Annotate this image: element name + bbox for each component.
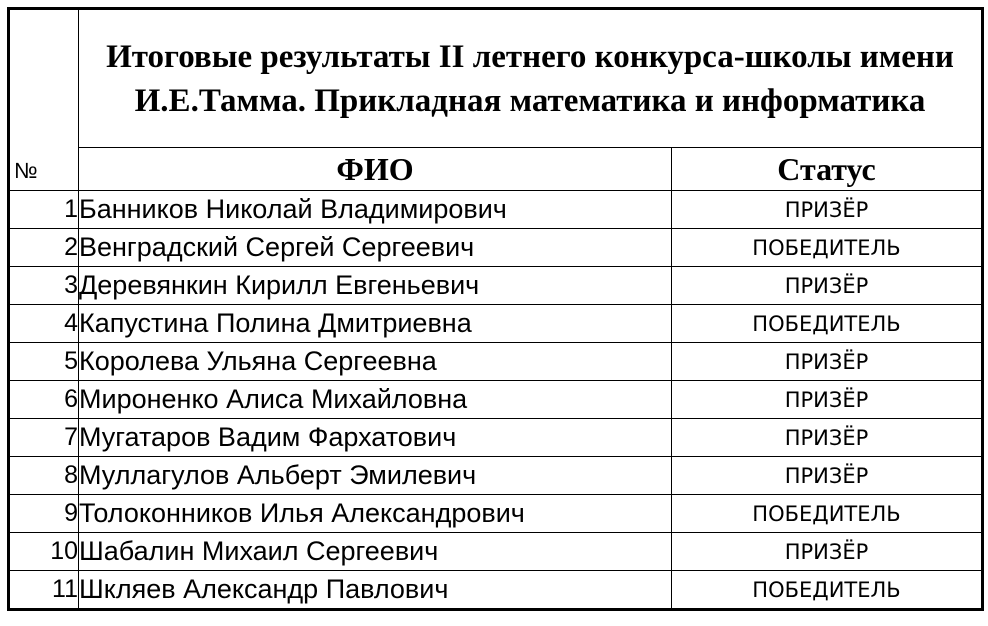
participant-status: ПРИЗЁР xyxy=(672,267,983,305)
row-number: 10 xyxy=(9,533,79,571)
status-column-header: Статус xyxy=(672,148,983,191)
participant-name: Шабалин Михаил Сергеевич xyxy=(79,533,672,571)
table-row xyxy=(9,419,983,457)
row-number: 2 xyxy=(9,229,79,267)
participant-status: ПРИЗЁР xyxy=(672,343,983,381)
header-row xyxy=(9,148,983,191)
participant-status: ПРИЗЁР xyxy=(672,191,983,229)
table-row xyxy=(9,533,983,571)
row-number: 3 xyxy=(9,267,79,305)
participant-status: ПОБЕДИТЕЛЬ xyxy=(672,571,983,610)
table-row xyxy=(9,495,983,533)
participant-status: ПРИЗЁР xyxy=(672,533,983,571)
participant-name: Толоконников Илья Александрович xyxy=(79,495,672,533)
results-table xyxy=(7,7,984,611)
table-row xyxy=(9,191,983,229)
table-row xyxy=(9,305,983,343)
table-row xyxy=(9,267,983,305)
participant-name: Банников Николай Владимирович xyxy=(79,191,672,229)
row-number: 9 xyxy=(9,495,79,533)
participant-status: ПРИЗЁР xyxy=(672,419,983,457)
number-column-header: № xyxy=(9,9,79,191)
table-row xyxy=(9,229,983,267)
row-number: 11 xyxy=(9,571,79,610)
row-number: 5 xyxy=(9,343,79,381)
table-row xyxy=(9,381,983,419)
row-number: 1 xyxy=(9,191,79,229)
row-number: 6 xyxy=(9,381,79,419)
row-number: 8 xyxy=(9,457,79,495)
participant-status: ПОБЕДИТЕЛЬ xyxy=(672,495,983,533)
name-column-header: ФИО xyxy=(79,148,672,191)
participant-name: Королева Ульяна Сергеевна xyxy=(79,343,672,381)
table-row xyxy=(9,457,983,495)
row-number: 4 xyxy=(9,305,79,343)
table-row xyxy=(9,343,983,381)
table-title: Итоговые результаты II летнего конкурса-школы имени И.Е.Тамма. Прикладная математика и информатика xyxy=(79,9,983,148)
participant-name: Венградский Сергей Сергеевич xyxy=(79,229,672,267)
table-row xyxy=(9,571,983,610)
participant-name: Мироненко Алиса Михайловна xyxy=(79,381,672,419)
participant-status: ПРИЗЁР xyxy=(672,381,983,419)
participant-status: ПОБЕДИТЕЛЬ xyxy=(672,229,983,267)
participant-name: Капустина Полина Дмитриевна xyxy=(79,305,672,343)
participant-status: ПОБЕДИТЕЛЬ xyxy=(672,305,983,343)
participant-name: Мугатаров Вадим Фархатович xyxy=(79,419,672,457)
participant-name: Шкляев Александр Павлович xyxy=(79,571,672,610)
row-number: 7 xyxy=(9,419,79,457)
participant-name: Деревянкин Кирилл Евгеньевич xyxy=(79,267,672,305)
title-row xyxy=(9,9,983,148)
participant-status: ПРИЗЁР xyxy=(672,457,983,495)
participant-name: Муллагулов Альберт Эмилевич xyxy=(79,457,672,495)
